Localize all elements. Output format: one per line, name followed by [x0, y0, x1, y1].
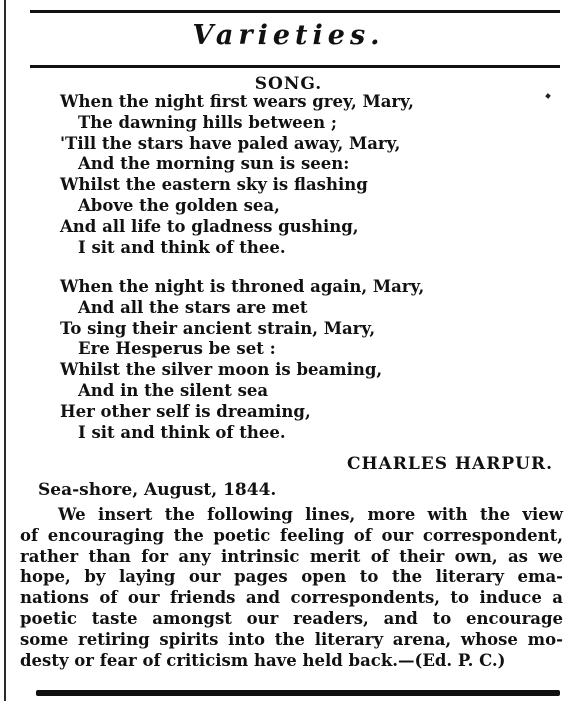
header-rule-top [30, 10, 560, 13]
editor-note [20, 505, 563, 671]
poem-line: Whilst the eastern sky is flashing [60, 175, 368, 195]
poem-line: 'Till the stars have paled away, Mary, [60, 133, 401, 153]
editor-note-line: nations of our friends and correspondents, to induce a [20, 588, 563, 608]
poem-author: CHARLES HARPUR. [346, 454, 553, 474]
editor-note-line: We insert the following lines, more with the view [58, 505, 563, 524]
poem-stanza-2 [60, 277, 560, 443]
editor-note-line: rather than for any intrinsic merit of their own, as we [20, 546, 563, 566]
poem-line: Above the golden sea, [78, 195, 280, 215]
poem-line: And all life to gladness gushing, [60, 216, 359, 236]
poem-line: And in the silent sea [78, 380, 269, 400]
poem-title: SONG. [254, 74, 323, 94]
editor-note-line: desty or fear of criticism have held back.—(Ed. P. C.) [20, 650, 506, 670]
poem-line: I sit and think of thee. [78, 237, 286, 257]
editor-note-line: some retiring spirits into the literary arena, whose mo- [20, 629, 563, 649]
masthead-title: Varieties. [192, 20, 385, 51]
poem-line: To sing their ancient strain, Mary, [60, 318, 376, 338]
footer-rule [36, 690, 560, 696]
poem-stanza-1 [60, 92, 560, 258]
header-rule-bottom [30, 65, 560, 68]
poem-line: The dawning hills between ; [78, 112, 338, 132]
poem-line: Whilst the silver moon is beaming, [60, 360, 383, 380]
editor-note-line: of encouraging the poetic feeling of our correspondent, [20, 525, 563, 545]
poem-line: And all the stars are met [78, 297, 308, 317]
poem-line: Her other self is dreaming, [60, 401, 311, 421]
poem-line: Ere Hesperus be set : [78, 339, 276, 359]
left-column-border [4, 0, 6, 701]
editor-note-line: hope, by laying our pages open to the literary ema- [20, 567, 563, 587]
poem-dateline: Sea-shore, August, 1844. [38, 480, 277, 500]
poem-line: When the night is throned again, Mary, [60, 277, 425, 296]
poem-line: When the night first wears grey, Mary, [60, 92, 414, 111]
editor-note-line: poetic taste amongst our readers, and to encourage [20, 608, 563, 628]
poem-line: And the morning sun is seen: [78, 154, 350, 174]
poem-line: I sit and think of thee. [78, 422, 286, 442]
